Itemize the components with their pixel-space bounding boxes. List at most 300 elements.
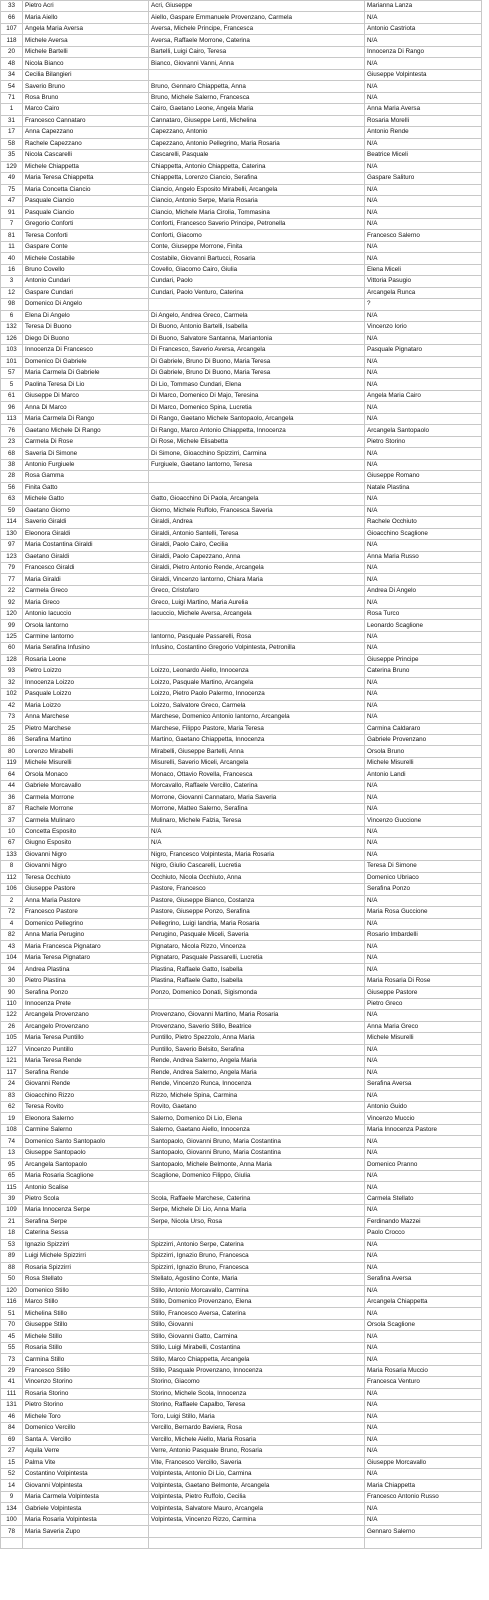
spouse-cell[interactable]: Anna Maria Aversa bbox=[365, 104, 482, 115]
record-number-cell[interactable]: 123 bbox=[1, 551, 23, 562]
record-number-cell[interactable]: 133 bbox=[1, 849, 23, 860]
person-name-cell[interactable]: Giuseppe Stillo bbox=[23, 1319, 149, 1330]
spouse-cell[interactable]: N/A bbox=[365, 677, 482, 688]
spouse-cell[interactable]: N/A bbox=[365, 1262, 482, 1273]
spouse-cell[interactable]: N/A bbox=[365, 161, 482, 172]
spouse-cell[interactable]: N/A bbox=[365, 448, 482, 459]
person-name-cell[interactable]: Michele Chiappetta bbox=[23, 161, 149, 172]
person-name-cell[interactable]: Saveria Di Simone bbox=[23, 448, 149, 459]
record-number-cell[interactable]: 37 bbox=[1, 815, 23, 826]
record-number-cell[interactable]: 50 bbox=[1, 1274, 23, 1285]
record-number-cell[interactable]: 45 bbox=[1, 1331, 23, 1342]
record-number-cell[interactable]: 8 bbox=[1, 861, 23, 872]
spouse-cell[interactable]: N/A bbox=[365, 218, 482, 229]
person-name-cell[interactable]: Finita Gatto bbox=[23, 482, 149, 493]
record-number-cell[interactable]: 15 bbox=[1, 1457, 23, 1468]
record-number-cell[interactable]: 98 bbox=[1, 299, 23, 310]
person-name-cell[interactable]: Pietro Plastina bbox=[23, 975, 149, 986]
parents-cell[interactable]: Scaglione, Domenico Filippo, Giulia bbox=[149, 1170, 365, 1181]
record-number-cell[interactable]: 126 bbox=[1, 333, 23, 344]
spouse-cell[interactable]: N/A bbox=[365, 631, 482, 642]
parents-cell[interactable]: Conforti, Francesco Saverio Principe, Petronella bbox=[149, 218, 365, 229]
person-name-cell[interactable]: Arcangela Santopaolo bbox=[23, 1159, 149, 1170]
person-name-cell[interactable]: Palma Vite bbox=[23, 1457, 149, 1468]
parents-cell[interactable]: Stillo, Antonio Morcavallo, Carmina bbox=[149, 1285, 365, 1296]
parents-cell[interactable]: Loizzo, Salvatore Greco, Carmela bbox=[149, 700, 365, 711]
spouse-cell[interactable]: Leonardo Scaglione bbox=[365, 620, 482, 631]
person-name-cell[interactable]: Gabriele Morcavallo bbox=[23, 780, 149, 791]
spouse-cell[interactable]: N/A bbox=[365, 138, 482, 149]
person-name-cell[interactable]: Giovanni Rende bbox=[23, 1079, 149, 1090]
spouse-cell[interactable]: Antonio Rende bbox=[365, 127, 482, 138]
spouse-cell[interactable]: Serafina Aversa bbox=[365, 1079, 482, 1090]
spouse-cell[interactable]: N/A bbox=[365, 1090, 482, 1101]
parents-cell[interactable]: Mirabelli, Giuseppe Bartelli, Anna bbox=[149, 746, 365, 757]
person-name-cell[interactable]: Carmela Di Rose bbox=[23, 436, 149, 447]
person-name-cell[interactable]: Caterina Sessa bbox=[23, 1228, 149, 1239]
record-number-cell[interactable]: 93 bbox=[1, 666, 23, 677]
record-number-cell[interactable]: 110 bbox=[1, 998, 23, 1009]
spouse-cell[interactable]: N/A bbox=[365, 597, 482, 608]
person-name-cell[interactable]: Gaspare Cundari bbox=[23, 287, 149, 298]
spouse-cell[interactable]: N/A bbox=[365, 413, 482, 424]
record-number-cell[interactable]: 26 bbox=[1, 1021, 23, 1032]
parents-cell[interactable]: Morrone, Matteo Salerno, Serafina bbox=[149, 803, 365, 814]
record-number-cell[interactable]: 101 bbox=[1, 356, 23, 367]
parents-cell[interactable]: Furgiuele, Gaetano Iantorno, Teresa bbox=[149, 459, 365, 470]
record-number-cell[interactable]: 107 bbox=[1, 23, 23, 34]
person-name-cell[interactable]: Innocenza Loizzo bbox=[23, 677, 149, 688]
record-number-cell[interactable]: 2 bbox=[1, 895, 23, 906]
record-number-cell[interactable]: 132 bbox=[1, 322, 23, 333]
spouse-cell[interactable]: N/A bbox=[365, 780, 482, 791]
parents-cell[interactable] bbox=[149, 654, 365, 665]
parents-cell[interactable]: N/A bbox=[149, 838, 365, 849]
record-number-cell[interactable]: 129 bbox=[1, 161, 23, 172]
person-name-cell[interactable]: Giugno Esposito bbox=[23, 838, 149, 849]
spouse-cell[interactable]: Orsola Bruno bbox=[365, 746, 482, 757]
record-number-cell[interactable]: 104 bbox=[1, 952, 23, 963]
record-number-cell[interactable]: 42 bbox=[1, 700, 23, 711]
person-name-cell[interactable]: Rosaria Stillo bbox=[23, 1342, 149, 1353]
person-name-cell[interactable]: Gregorio Conforti bbox=[23, 218, 149, 229]
parents-cell[interactable]: Vercillo, Michele Aiello, Maria Rosaria bbox=[149, 1434, 365, 1445]
spouse-cell[interactable]: N/A bbox=[365, 540, 482, 551]
spouse-cell[interactable]: N/A bbox=[365, 1514, 482, 1525]
record-number-cell[interactable]: 9 bbox=[1, 1491, 23, 1502]
person-name-cell[interactable]: Angela Maria Aversa bbox=[23, 23, 149, 34]
record-number-cell[interactable]: 122 bbox=[1, 1010, 23, 1021]
person-name-cell[interactable]: Domenico Pellegrino bbox=[23, 918, 149, 929]
record-number-cell[interactable]: 56 bbox=[1, 482, 23, 493]
record-number-cell[interactable]: 105 bbox=[1, 1033, 23, 1044]
record-number-cell[interactable]: 127 bbox=[1, 1044, 23, 1055]
record-number-cell[interactable]: 61 bbox=[1, 390, 23, 401]
record-number-cell[interactable]: 54 bbox=[1, 81, 23, 92]
person-name-cell[interactable]: Maria Concetta Ciancio bbox=[23, 184, 149, 195]
parents-cell[interactable]: Stillo, Giovanni bbox=[149, 1319, 365, 1330]
parents-cell[interactable]: Scola, Raffaele Marchese, Caterina bbox=[149, 1193, 365, 1204]
record-number-cell[interactable]: 6 bbox=[1, 310, 23, 321]
parents-cell[interactable]: Morcavallo, Raffaele Vercillo, Caterina bbox=[149, 780, 365, 791]
record-number-cell[interactable]: 3 bbox=[1, 276, 23, 287]
record-number-cell[interactable]: 97 bbox=[1, 540, 23, 551]
record-number-cell[interactable]: 116 bbox=[1, 1296, 23, 1307]
parents-cell[interactable]: Stillo, Marco Chiappetta, Arcangela bbox=[149, 1354, 365, 1365]
parents-cell[interactable]: Mulinaro, Michele Falzia, Teresa bbox=[149, 815, 365, 826]
record-number-cell[interactable]: 94 bbox=[1, 964, 23, 975]
person-name-cell[interactable]: Carmela Mulinaro bbox=[23, 815, 149, 826]
person-name-cell[interactable]: Gaetano Giorno bbox=[23, 505, 149, 516]
person-name-cell[interactable]: Gaetano Giraldi bbox=[23, 551, 149, 562]
person-name-cell[interactable]: Marco Cairo bbox=[23, 104, 149, 115]
record-number-cell[interactable]: 119 bbox=[1, 757, 23, 768]
record-number-cell[interactable]: 134 bbox=[1, 1503, 23, 1514]
parents-cell[interactable]: Cairo, Gaetano Leone, Angela Maria bbox=[149, 104, 365, 115]
record-number-cell[interactable]: 34 bbox=[1, 69, 23, 80]
record-number-cell[interactable]: 95 bbox=[1, 1159, 23, 1170]
person-name-cell[interactable]: Pietro Loizzo bbox=[23, 666, 149, 677]
spouse-cell[interactable]: N/A bbox=[365, 1285, 482, 1296]
record-number-cell[interactable]: 69 bbox=[1, 1434, 23, 1445]
record-number-cell[interactable]: 72 bbox=[1, 907, 23, 918]
spouse-cell[interactable]: Francesco Salerno bbox=[365, 230, 482, 241]
person-name-cell[interactable]: Paolina Teresa Di Lio bbox=[23, 379, 149, 390]
spouse-cell[interactable]: N/A bbox=[365, 35, 482, 46]
person-name-cell[interactable]: Maria Carmela Volpintesta bbox=[23, 1491, 149, 1502]
record-number-cell[interactable]: 86 bbox=[1, 735, 23, 746]
person-name-cell[interactable]: Teresa Rovito bbox=[23, 1102, 149, 1113]
record-number-cell[interactable]: 130 bbox=[1, 528, 23, 539]
parents-cell[interactable]: Stillo, Francesco Aversa, Caterina bbox=[149, 1308, 365, 1319]
record-number-cell[interactable]: 78 bbox=[1, 1526, 23, 1537]
parents-cell[interactable]: Misurelli, Saverio Miceli, Arcangela bbox=[149, 757, 365, 768]
record-number-cell[interactable]: 128 bbox=[1, 654, 23, 665]
spouse-cell[interactable]: Gennaro Salerno bbox=[365, 1526, 482, 1537]
parents-cell[interactable]: Conte, Giuseppe Morrone, Finita bbox=[149, 241, 365, 252]
spouse-cell[interactable]: N/A bbox=[365, 207, 482, 218]
spouse-cell[interactable]: Paolo Crocco bbox=[365, 1228, 482, 1239]
parents-cell[interactable]: Aversa, Raffaele Morrone, Caterina bbox=[149, 35, 365, 46]
parents-cell[interactable]: Rende, Andrea Salerno, Angela Maria bbox=[149, 1056, 365, 1067]
record-number-cell[interactable]: 43 bbox=[1, 941, 23, 952]
person-name-cell[interactable]: Anna Capezzano bbox=[23, 127, 149, 138]
parents-cell[interactable]: Storino, Michele Scola, Innocenza bbox=[149, 1388, 365, 1399]
person-name-cell[interactable]: Michele Bartelli bbox=[23, 46, 149, 57]
parents-cell[interactable]: Greco, Luigi Martino, Maria Aurelia bbox=[149, 597, 365, 608]
spouse-cell[interactable]: Rosario Imbardelli bbox=[365, 929, 482, 940]
parents-cell[interactable]: Acri, Giuseppe bbox=[149, 1, 365, 12]
record-number-cell[interactable]: 125 bbox=[1, 631, 23, 642]
person-name-cell[interactable]: Anna Marchese bbox=[23, 712, 149, 723]
record-number-cell[interactable]: 64 bbox=[1, 769, 23, 780]
person-name-cell[interactable]: Nicola Bianco bbox=[23, 58, 149, 69]
spouse-cell[interactable]: N/A bbox=[365, 1434, 482, 1445]
person-name-cell[interactable]: Vincenzo Storino bbox=[23, 1377, 149, 1388]
record-number-cell[interactable]: 46 bbox=[1, 1411, 23, 1422]
parents-cell[interactable]: Santopaolo, Giovanni Bruno, Maria Costantina bbox=[149, 1147, 365, 1158]
spouse-cell[interactable]: Vittoria Pasugio bbox=[365, 276, 482, 287]
person-name-cell[interactable]: Giovanni Volpintesta bbox=[23, 1480, 149, 1491]
record-number-cell[interactable]: 48 bbox=[1, 58, 23, 69]
spouse-cell[interactable]: Antonio Landi bbox=[365, 769, 482, 780]
record-number-cell[interactable]: 44 bbox=[1, 780, 23, 791]
person-name-cell[interactable]: Elena Di Angelo bbox=[23, 310, 149, 321]
person-name-cell[interactable]: Rosa Bruno bbox=[23, 92, 149, 103]
spouse-cell[interactable]: N/A bbox=[365, 195, 482, 206]
spouse-cell[interactable]: N/A bbox=[365, 333, 482, 344]
record-number-cell[interactable]: 63 bbox=[1, 494, 23, 505]
spouse-cell[interactable]: N/A bbox=[365, 1411, 482, 1422]
parents-cell[interactable]: Volpintesta, Pietro Ruffolo, Cecilia bbox=[149, 1491, 365, 1502]
record-number-cell[interactable]: 12 bbox=[1, 287, 23, 298]
record-number-cell[interactable]: 41 bbox=[1, 1377, 23, 1388]
spouse-cell[interactable]: Ferdinando Mazzei bbox=[365, 1216, 482, 1227]
parents-cell[interactable]: Di Angelo, Andrea Greco, Carmela bbox=[149, 310, 365, 321]
parents-cell[interactable]: Pignataro, Pasquale Passarelli, Lucretia bbox=[149, 952, 365, 963]
person-name-cell[interactable]: Gabriele Volpintesta bbox=[23, 1503, 149, 1514]
person-name-cell[interactable]: Innocenza Di Francesco bbox=[23, 345, 149, 356]
record-number-cell[interactable]: 99 bbox=[1, 620, 23, 631]
parents-cell[interactable]: Monaco, Ottavio Rovella, Francesca bbox=[149, 769, 365, 780]
spouse-cell[interactable]: Vincenzo Muccio bbox=[365, 1113, 482, 1124]
spouse-cell[interactable]: Maria Rosaria Di Rose bbox=[365, 975, 482, 986]
person-name-cell[interactable]: Pasquale Ciancio bbox=[23, 207, 149, 218]
person-name-cell[interactable]: Pasquale Loizzo bbox=[23, 689, 149, 700]
parents-cell[interactable]: Di Francesco, Saverio Aversa, Arcangela bbox=[149, 345, 365, 356]
spouse-cell[interactable]: N/A bbox=[365, 1205, 482, 1216]
person-name-cell[interactable]: Antonio Scalise bbox=[23, 1182, 149, 1193]
parents-cell[interactable]: Di Lio, Tommaso Cundari, Elena bbox=[149, 379, 365, 390]
spouse-cell[interactable]: N/A bbox=[365, 356, 482, 367]
record-number-cell[interactable]: 11 bbox=[1, 241, 23, 252]
record-number-cell[interactable]: 114 bbox=[1, 517, 23, 528]
parents-cell[interactable]: Provenzano, Saverio Stillo, Beatrice bbox=[149, 1021, 365, 1032]
record-number-cell[interactable]: 111 bbox=[1, 1388, 23, 1399]
parents-cell[interactable]: Marchese, Domenico Antonio Iantorno, Arcangela bbox=[149, 712, 365, 723]
person-name-cell[interactable]: Arcangelo Provenzano bbox=[23, 1021, 149, 1032]
record-number-cell[interactable]: 84 bbox=[1, 1423, 23, 1434]
parents-cell[interactable]: Iacuccio, Michele Aversa, Arcangela bbox=[149, 608, 365, 619]
record-number-cell[interactable]: 121 bbox=[1, 1056, 23, 1067]
record-number-cell[interactable]: 30 bbox=[1, 975, 23, 986]
record-number-cell[interactable]: 10 bbox=[1, 826, 23, 837]
record-number-cell[interactable]: 109 bbox=[1, 1205, 23, 1216]
record-number-cell[interactable]: 67 bbox=[1, 838, 23, 849]
record-number-cell[interactable]: 118 bbox=[1, 35, 23, 46]
parents-cell[interactable] bbox=[149, 1228, 365, 1239]
record-number-cell[interactable]: 17 bbox=[1, 127, 23, 138]
record-number-cell[interactable]: 23 bbox=[1, 436, 23, 447]
person-name-cell[interactable]: Michele Aversa bbox=[23, 35, 149, 46]
spouse-cell[interactable]: N/A bbox=[365, 1056, 482, 1067]
record-number-cell[interactable]: 19 bbox=[1, 1113, 23, 1124]
person-name-cell[interactable]: Maria Carmela Di Gabriele bbox=[23, 368, 149, 379]
record-number-cell[interactable]: 76 bbox=[1, 425, 23, 436]
parents-cell[interactable] bbox=[149, 1537, 365, 1548]
parents-cell[interactable]: Vite, Francesco Vercillo, Saveria bbox=[149, 1457, 365, 1468]
parents-cell[interactable]: Iantorno, Pasquale Passarelli, Rosa bbox=[149, 631, 365, 642]
record-number-cell[interactable]: 35 bbox=[1, 150, 23, 161]
parents-cell[interactable]: Cundari, Paolo Venturo, Caterina bbox=[149, 287, 365, 298]
parents-cell[interactable]: Costabile, Giovanni Bartucci, Rosaria bbox=[149, 253, 365, 264]
person-name-cell[interactable]: Arcangela Provenzano bbox=[23, 1010, 149, 1021]
spouse-cell[interactable]: N/A bbox=[365, 1182, 482, 1193]
parents-cell[interactable]: Di Rango, Gaetano Michele Santopaolo, Arcangela bbox=[149, 413, 365, 424]
spouse-cell[interactable]: N/A bbox=[365, 941, 482, 952]
parents-cell[interactable]: Storino, Raffaele Capalbo, Teresa bbox=[149, 1400, 365, 1411]
record-number-cell[interactable]: 29 bbox=[1, 1365, 23, 1376]
person-name-cell[interactable]: Michele Costabile bbox=[23, 253, 149, 264]
parents-cell[interactable]: Morrone, Giovanni Cannataro, Maria Saveria bbox=[149, 792, 365, 803]
spouse-cell[interactable] bbox=[365, 1537, 482, 1548]
parents-cell[interactable]: Spizzirri, Ignazio Bruno, Francesca bbox=[149, 1251, 365, 1262]
spouse-cell[interactable]: N/A bbox=[365, 1136, 482, 1147]
person-name-cell[interactable]: Carmine Salerno bbox=[23, 1124, 149, 1135]
record-number-cell[interactable]: 89 bbox=[1, 1251, 23, 1262]
parents-cell[interactable]: Santopaolo, Giovanni Bruno, Maria Costantina bbox=[149, 1136, 365, 1147]
spouse-cell[interactable]: N/A bbox=[365, 562, 482, 573]
person-name-cell[interactable]: Eleonora Giraldi bbox=[23, 528, 149, 539]
spouse-cell[interactable]: Antonio Castriota bbox=[365, 23, 482, 34]
spouse-cell[interactable]: N/A bbox=[365, 1469, 482, 1480]
parents-cell[interactable]: Plastina, Raffaele Gatto, Isabella bbox=[149, 975, 365, 986]
spouse-cell[interactable]: N/A bbox=[365, 1239, 482, 1250]
parents-cell[interactable]: Marchese, Filippo Pastore, Maria Teresa bbox=[149, 723, 365, 734]
person-name-cell[interactable]: Domenico Di Gabriele bbox=[23, 356, 149, 367]
spouse-cell[interactable]: Teresa Di Simone bbox=[365, 861, 482, 872]
person-name-cell[interactable]: Rosaria Leone bbox=[23, 654, 149, 665]
person-name-cell[interactable]: Concetta Esposito bbox=[23, 826, 149, 837]
person-name-cell[interactable]: Carmina Stillo bbox=[23, 1354, 149, 1365]
spouse-cell[interactable]: Maria Chiappetta bbox=[365, 1480, 482, 1491]
parents-cell[interactable]: Giraldi, Pietro Antonio Rende, Arcangela bbox=[149, 562, 365, 573]
record-number-cell[interactable]: 24 bbox=[1, 1079, 23, 1090]
person-name-cell[interactable]: Lorenzo Mirabelli bbox=[23, 746, 149, 757]
person-name-cell[interactable]: Orsola Monaco bbox=[23, 769, 149, 780]
parents-cell[interactable]: Rovito, Gaetano bbox=[149, 1102, 365, 1113]
person-name-cell[interactable]: Francesco Pastore bbox=[23, 907, 149, 918]
parents-cell[interactable]: Giraldi, Vincenzo Iantorno, Chiara Maria bbox=[149, 574, 365, 585]
parents-cell[interactable]: Verre, Antonio Pasquale Bruno, Rosaria bbox=[149, 1446, 365, 1457]
spouse-cell[interactable]: Beatrice Miceli bbox=[365, 150, 482, 161]
parents-cell[interactable]: Di Gabriele, Bruno Di Buono, Maria Teresa bbox=[149, 356, 365, 367]
record-number-cell[interactable]: 90 bbox=[1, 987, 23, 998]
spouse-cell[interactable]: N/A bbox=[365, 712, 482, 723]
record-number-cell[interactable]: 28 bbox=[1, 471, 23, 482]
record-number-cell[interactable]: 103 bbox=[1, 345, 23, 356]
record-number-cell[interactable]: 73 bbox=[1, 712, 23, 723]
parents-cell[interactable]: Pignataro, Nicola Rizzo, Vincenza bbox=[149, 941, 365, 952]
record-number-cell[interactable]: 117 bbox=[1, 1067, 23, 1078]
spouse-cell[interactable]: Maria Rosa Guccione bbox=[365, 907, 482, 918]
spouse-cell[interactable]: Andrea Di Angelo bbox=[365, 585, 482, 596]
spouse-cell[interactable]: Giuseppe Romano bbox=[365, 471, 482, 482]
parents-cell[interactable]: Volpintesta, Antonio Di Lio, Carmina bbox=[149, 1469, 365, 1480]
spouse-cell[interactable]: Elena Miceli bbox=[365, 264, 482, 275]
parents-cell[interactable]: Giraldi, Antonio Santelli, Teresa bbox=[149, 528, 365, 539]
parents-cell[interactable]: Santopaolo, Michele Belmonte, Anna Maria bbox=[149, 1159, 365, 1170]
parents-cell[interactable]: Giorno, Michele Ruffolo, Francesca Saveria bbox=[149, 505, 365, 516]
spouse-cell[interactable]: N/A bbox=[365, 700, 482, 711]
person-name-cell[interactable]: Diego Di Buono bbox=[23, 333, 149, 344]
parents-cell[interactable]: Pastore, Giuseppe Ponzo, Serafina bbox=[149, 907, 365, 918]
spouse-cell[interactable]: N/A bbox=[365, 918, 482, 929]
record-number-cell[interactable]: 80 bbox=[1, 746, 23, 757]
record-number-cell[interactable]: 71 bbox=[1, 92, 23, 103]
person-name-cell[interactable]: Francesco Giraldi bbox=[23, 562, 149, 573]
record-number-cell[interactable]: 13 bbox=[1, 1147, 23, 1158]
person-name-cell[interactable]: Giovanni Nigro bbox=[23, 861, 149, 872]
person-name-cell[interactable]: Vincenzo Puntillo bbox=[23, 1044, 149, 1055]
parents-cell[interactable] bbox=[149, 471, 365, 482]
spouse-cell[interactable]: N/A bbox=[365, 494, 482, 505]
parents-cell[interactable]: Volpintesta, Salvatore Mauro, Arcangela bbox=[149, 1503, 365, 1514]
parents-cell[interactable]: Chiappetta, Antonio Chiappetta, Caterina bbox=[149, 161, 365, 172]
person-name-cell[interactable]: Pietro Storino bbox=[23, 1400, 149, 1411]
record-number-cell[interactable]: 108 bbox=[1, 1124, 23, 1135]
person-name-cell[interactable]: Andrea Plastina bbox=[23, 964, 149, 975]
parents-cell[interactable]: Greco, Cristofaro bbox=[149, 585, 365, 596]
spouse-cell[interactable]: N/A bbox=[365, 253, 482, 264]
spouse-cell[interactable]: N/A bbox=[365, 368, 482, 379]
spouse-cell[interactable]: N/A bbox=[365, 92, 482, 103]
parents-cell[interactable]: Capezzano, Antonio bbox=[149, 127, 365, 138]
parents-cell[interactable]: Bruno, Gennaro Chiappetta, Anna bbox=[149, 81, 365, 92]
person-name-cell[interactable]: Luigi Michele Spizzirri bbox=[23, 1251, 149, 1262]
spouse-cell[interactable]: N/A bbox=[365, 838, 482, 849]
spouse-cell[interactable]: N/A bbox=[365, 689, 482, 700]
spouse-cell[interactable]: N/A bbox=[365, 1308, 482, 1319]
spouse-cell[interactable]: Carmela Stellato bbox=[365, 1193, 482, 1204]
parents-cell[interactable] bbox=[149, 482, 365, 493]
spouse-cell[interactable]: Natale Plastina bbox=[365, 482, 482, 493]
record-number-cell[interactable]: 79 bbox=[1, 562, 23, 573]
spouse-cell[interactable]: Michele Misurelli bbox=[365, 757, 482, 768]
parents-cell[interactable]: Toro, Luigi Stillo, Maria bbox=[149, 1411, 365, 1422]
person-name-cell[interactable]: Giuseppe Di Marco bbox=[23, 390, 149, 401]
record-number-cell[interactable] bbox=[1, 1537, 23, 1548]
parents-cell[interactable]: Giraldi, Andrea bbox=[149, 517, 365, 528]
parents-cell[interactable]: Volpintesta, Gaetano Belmonte, Arcangela bbox=[149, 1480, 365, 1491]
parents-cell[interactable]: Occhiuto, Nicola Occhiuto, Anna bbox=[149, 872, 365, 883]
spouse-cell[interactable]: Pasquale Pignataro bbox=[365, 345, 482, 356]
spouse-cell[interactable]: Innocenza Di Rango bbox=[365, 46, 482, 57]
person-name-cell[interactable]: Rosaria Spizzirri bbox=[23, 1262, 149, 1273]
spouse-cell[interactable]: N/A bbox=[365, 505, 482, 516]
parents-cell[interactable]: Pastore, Francesco bbox=[149, 884, 365, 895]
spouse-cell[interactable]: Caterina Bruno bbox=[365, 666, 482, 677]
parents-cell[interactable]: Stillo, Luigi Mirabelli, Costantina bbox=[149, 1342, 365, 1353]
person-name-cell[interactable]: Cecilia Bilangieri bbox=[23, 69, 149, 80]
record-number-cell[interactable]: 53 bbox=[1, 1239, 23, 1250]
spouse-cell[interactable]: Vincenzo Iorio bbox=[365, 322, 482, 333]
parents-cell[interactable]: Plastina, Raffaele Gatto, Isabella bbox=[149, 964, 365, 975]
spouse-cell[interactable]: N/A bbox=[365, 1147, 482, 1158]
spouse-cell[interactable]: N/A bbox=[365, 1251, 482, 1262]
record-number-cell[interactable]: 22 bbox=[1, 585, 23, 596]
spouse-cell[interactable]: ? bbox=[365, 299, 482, 310]
person-name-cell[interactable]: Domenico Santo Santopaolo bbox=[23, 1136, 149, 1147]
parents-cell[interactable]: Di Rose, Michele Elisabetta bbox=[149, 436, 365, 447]
person-name-cell[interactable]: Orsola Iantorno bbox=[23, 620, 149, 631]
parents-cell[interactable]: Capezzano, Antonio Pellegrino, Maria Rosaria bbox=[149, 138, 365, 149]
spouse-cell[interactable]: N/A bbox=[365, 1044, 482, 1055]
person-name-cell[interactable]: Maria Saveria Zupo bbox=[23, 1526, 149, 1537]
person-name-cell[interactable]: Maria Loizzo bbox=[23, 700, 149, 711]
parents-cell[interactable] bbox=[149, 998, 365, 1009]
spouse-cell[interactable]: Carmina Caldararo bbox=[365, 723, 482, 734]
